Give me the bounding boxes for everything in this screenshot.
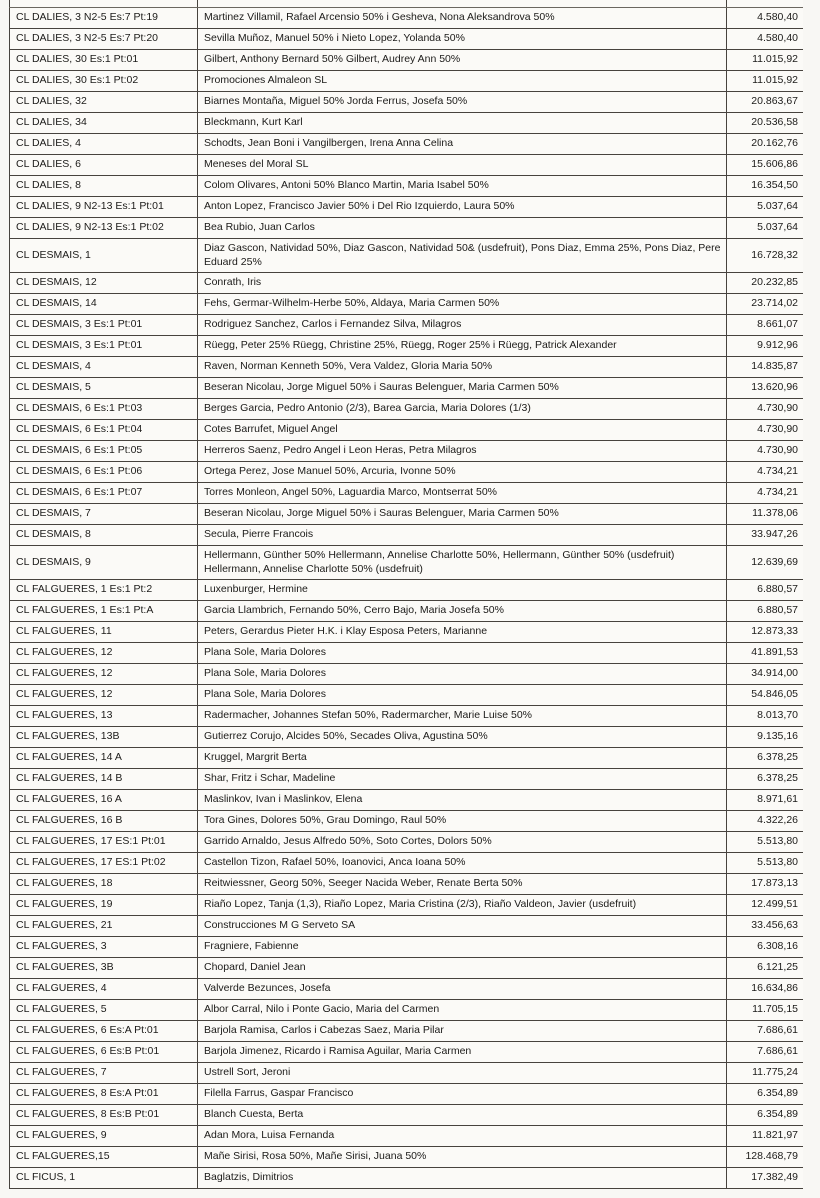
address-cell: CL DESMAIS, 5: [10, 378, 198, 399]
table-row: [10, 664, 804, 685]
owners-cell: Garrido Arnaldo, Jesus Alfredo 50%, Soto Cortes, Dolors 50%: [198, 832, 727, 853]
amount-cell: 6.354,89: [727, 1105, 804, 1126]
owners-cell: Plana Sole, Maria Dolores: [198, 664, 727, 685]
amount-cell: 34.914,00: [727, 664, 804, 685]
table-row: [10, 239, 804, 273]
owners-cell: Gilbert, Anthony Bernard 50% Gilbert, Audrey Ann 50%: [198, 50, 727, 71]
amount-cell: 9.135,16: [727, 727, 804, 748]
owners-cell: Luxenburger, Hermine: [198, 580, 727, 601]
amount-cell: 7.686,61: [727, 1021, 804, 1042]
owners-cell: Ustrell Sort, Jeroni: [198, 1063, 727, 1084]
amount-cell: 12.639,69: [727, 546, 804, 580]
address-cell: CL FALGUERES, 9: [10, 1126, 198, 1147]
table-row: [10, 601, 804, 622]
table-clip-region: [9, 0, 803, 1189]
table-row: [10, 218, 804, 239]
owners-cell: Barjola Ramisa, Carlos i Cabezas Saez, Maria Pilar: [198, 1021, 727, 1042]
owners-cell: Colom Olivares, Antoni 50% Blanco Martin, Maria Isabel 50%: [198, 176, 727, 197]
address-cell: CL DESMAIS, 7: [10, 504, 198, 525]
amount-cell: 33.947,26: [727, 525, 804, 546]
amount-cell: 5.037,64: [727, 218, 804, 239]
table-row: [10, 622, 804, 643]
address-cell: CL DESMAIS, 6 Es:1 Pt:06: [10, 462, 198, 483]
address-cell: CL FALGUERES, 8 Es:A Pt:01: [10, 1084, 198, 1105]
address-cell: CL DALIES, 3 N2-5 Es:7 Pt:19: [10, 8, 198, 29]
address-cell: CL FALGUERES,15: [10, 1147, 198, 1168]
owners-cell: Raven, Norman Kenneth 50%, Vera Valdez, Gloria Maria 50%: [198, 357, 727, 378]
address-cell: CL FALGUERES, 17 ES:1 Pt:01: [10, 832, 198, 853]
amount-cell: 6.308,16: [727, 937, 804, 958]
address-cell: CL DALIES, 6: [10, 155, 198, 176]
table-row: [10, 895, 804, 916]
table-row: [10, 979, 804, 1000]
cutoff-row: [10, 0, 804, 8]
owners-cell: Plana Sole, Maria Dolores: [198, 685, 727, 706]
table-row: [10, 1021, 804, 1042]
address-cell: CL DALIES, 30 Es:1 Pt:02: [10, 71, 198, 92]
owners-cell: Diaz Gascon, Natividad 50%, Diaz Gascon, Natividad 50& (usdefruit), Pons Diaz, Emma 25%, Pons Diaz, Pere Eduard 25%: [198, 239, 727, 273]
table-row: [10, 357, 804, 378]
table-row: [10, 937, 804, 958]
table-row: [10, 8, 804, 29]
address-cell: CL DALIES, 9 N2-13 Es:1 Pt:01: [10, 197, 198, 218]
address-cell: CL DESMAIS, 14: [10, 294, 198, 315]
owners-cell: Mañe Sirisi, Rosa 50%, Mañe Sirisi, Juana 50%: [198, 1147, 727, 1168]
table-row: [10, 197, 804, 218]
owners-cell: Baglatzis, Dimitrios: [198, 1168, 727, 1189]
table-row: [10, 1000, 804, 1021]
owners-cell: Radermacher, Johannes Stefan 50%, Radermarcher, Marie Luise 50%: [198, 706, 727, 727]
amount-cell: 41.891,53: [727, 643, 804, 664]
owners-cell: Torres Monleon, Angel 50%, Laguardia Marco, Montserrat 50%: [198, 483, 727, 504]
amount-cell: 128.468,79: [727, 1147, 804, 1168]
table-row: [10, 958, 804, 979]
table-row: [10, 580, 804, 601]
table-row: [10, 336, 804, 357]
amount-cell: 5.513,80: [727, 832, 804, 853]
table-row: [10, 874, 804, 895]
address-cell: CL DESMAIS, 8: [10, 525, 198, 546]
address-cell: CL DESMAIS, 9: [10, 546, 198, 580]
owners-cell: Maslinkov, Ivan i Maslinkov, Elena: [198, 790, 727, 811]
property-assessment-table: [9, 0, 803, 1189]
amount-cell: 4.734,21: [727, 483, 804, 504]
table-row: [10, 832, 804, 853]
address-cell: CL DALIES, 32: [10, 92, 198, 113]
amount-cell: [727, 0, 804, 8]
address-cell: CL FICUS, 1: [10, 1168, 198, 1189]
owners-cell: Chopard, Daniel Jean: [198, 958, 727, 979]
amount-cell: 4.322,26: [727, 811, 804, 832]
amount-cell: 5.513,80: [727, 853, 804, 874]
amount-cell: 20.232,85: [727, 273, 804, 294]
address-cell: CL DESMAIS, 3 Es:1 Pt:01: [10, 336, 198, 357]
amount-cell: 13.620,96: [727, 378, 804, 399]
table-row: [10, 811, 804, 832]
table-row: [10, 155, 804, 176]
address-cell: CL DALIES, 9 N2-13 Es:1 Pt:02: [10, 218, 198, 239]
table-row: [10, 1042, 804, 1063]
owners-cell: Plana Sole, Maria Dolores: [198, 643, 727, 664]
owners-cell: Anton Lopez, Francisco Javier 50% i Del Rio Izquierdo, Laura 50%: [198, 197, 727, 218]
amount-cell: 6.378,25: [727, 748, 804, 769]
amount-cell: 33.456,63: [727, 916, 804, 937]
table-row: [10, 113, 804, 134]
table-row: [10, 546, 804, 580]
table-row: [10, 92, 804, 113]
owners-cell: Meneses del Moral SL: [198, 155, 727, 176]
table-row: [10, 441, 804, 462]
owners-cell: Riaño Lopez, Tanja (1,3), Riaño Lopez, Maria Cristina (2/3), Riaño Valdeon, Javier (usdefruit): [198, 895, 727, 916]
address-cell: CL DALIES, 4: [10, 134, 198, 155]
table-row: [10, 273, 804, 294]
amount-cell: 6.354,89: [727, 1084, 804, 1105]
amount-cell: 6.880,57: [727, 580, 804, 601]
address-cell: CL FALGUERES, 12: [10, 664, 198, 685]
table-row: [10, 50, 804, 71]
owners-cell: Bea Rubio, Juan Carlos: [198, 218, 727, 239]
table-row: [10, 1084, 804, 1105]
table-body: [10, 0, 804, 1189]
amount-cell: 4.734,21: [727, 462, 804, 483]
address-cell: CL FALGUERES, 19: [10, 895, 198, 916]
table-row: [10, 176, 804, 197]
amount-cell: 12.873,33: [727, 622, 804, 643]
address-cell: CL FALGUERES, 16 A: [10, 790, 198, 811]
table-row: [10, 294, 804, 315]
owners-cell: Construcciones M G Serveto SA: [198, 916, 727, 937]
address-cell: CL DESMAIS, 6 Es:1 Pt:03: [10, 399, 198, 420]
owners-cell: Reitwiessner, Georg 50%, Seeger Nacida Weber, Renate Berta 50%: [198, 874, 727, 895]
address-cell: CL DALIES, 3 N2-5 Es:7 Pt:20: [10, 29, 198, 50]
amount-cell: 11.821,97: [727, 1126, 804, 1147]
table-row: [10, 853, 804, 874]
owners-cell: Berges Garcia, Pedro Antonio (2/3), Barea Garcia, Maria Dolores (1/3): [198, 399, 727, 420]
owners-cell: Rodriguez Sanchez, Carlos i Fernandez Silva, Milagros: [198, 315, 727, 336]
amount-cell: 4.730,90: [727, 420, 804, 441]
amount-cell: 20.863,67: [727, 92, 804, 113]
address-cell: CL FALGUERES, 12: [10, 643, 198, 664]
address-cell: CL FALGUERES, 13: [10, 706, 198, 727]
amount-cell: 8.013,70: [727, 706, 804, 727]
table-row: [10, 71, 804, 92]
table-row: [10, 727, 804, 748]
address-cell: CL FALGUERES, 6 Es:B Pt:01: [10, 1042, 198, 1063]
address-cell: CL FALGUERES, 21: [10, 916, 198, 937]
amount-cell: 8.971,61: [727, 790, 804, 811]
address-cell: CL FALGUERES, 8 Es:B Pt:01: [10, 1105, 198, 1126]
address-cell: CL FALGUERES, 1 Es:1 Pt:2: [10, 580, 198, 601]
table-row: [10, 504, 804, 525]
address-cell: CL FALGUERES, 14 B: [10, 769, 198, 790]
owners-cell: [198, 0, 727, 8]
address-cell: CL DESMAIS, 1: [10, 239, 198, 273]
owners-cell: Hellermann, Günther 50% Hellermann, Annelise Charlotte 50%, Hellermann, Günther 50% (usdefruit) Hellermann, Annelise Charlotte 50% (usdefruit): [198, 546, 727, 580]
amount-cell: 11.378,06: [727, 504, 804, 525]
amount-cell: 16.728,32: [727, 239, 804, 273]
owners-cell: Fehs, Germar-Wilhelm-Herbe 50%, Aldaya, Maria Carmen 50%: [198, 294, 727, 315]
table-row: [10, 315, 804, 336]
amount-cell: 5.037,64: [727, 197, 804, 218]
owners-cell: Schodts, Jean Boni i Vangilbergen, Irena Anna Celina: [198, 134, 727, 155]
owners-cell: Beseran Nicolau, Jorge Miguel 50% i Sauras Belenguer, Maria Carmen 50%: [198, 378, 727, 399]
table-row: [10, 916, 804, 937]
owners-cell: Albor Carral, Nilo i Ponte Gacio, Maria del Carmen: [198, 1000, 727, 1021]
amount-cell: 11.015,92: [727, 50, 804, 71]
amount-cell: 4.730,90: [727, 399, 804, 420]
table-row: [10, 1105, 804, 1126]
amount-cell: 15.606,86: [727, 155, 804, 176]
amount-cell: 8.661,07: [727, 315, 804, 336]
address-cell: CL FALGUERES, 12: [10, 685, 198, 706]
owners-cell: Peters, Gerardus Pieter H.K. i Klay Esposa Peters, Marianne: [198, 622, 727, 643]
amount-cell: 20.536,58: [727, 113, 804, 134]
address-cell: CL FALGUERES, 13B: [10, 727, 198, 748]
amount-cell: 6.378,25: [727, 769, 804, 790]
amount-cell: 54.846,05: [727, 685, 804, 706]
table-row: [10, 29, 804, 50]
address-cell: CL DALIES, 34: [10, 113, 198, 134]
address-cell: CL FALGUERES, 7: [10, 1063, 198, 1084]
address-cell: CL DESMAIS, 6 Es:1 Pt:04: [10, 420, 198, 441]
owners-cell: Gutierrez Corujo, Alcides 50%, Secades Oliva, Agustina 50%: [198, 727, 727, 748]
amount-cell: 14.835,87: [727, 357, 804, 378]
table-row: [10, 769, 804, 790]
address-cell: CL FALGUERES, 16 B: [10, 811, 198, 832]
owners-cell: Bleckmann, Kurt Karl: [198, 113, 727, 134]
owners-cell: Filella Farrus, Gaspar Francisco: [198, 1084, 727, 1105]
amount-cell: 11.705,15: [727, 1000, 804, 1021]
table-row: [10, 1063, 804, 1084]
address-cell: CL FALGUERES, 17 ES:1 Pt:02: [10, 853, 198, 874]
owners-cell: Secula, Pierre Francois: [198, 525, 727, 546]
address-cell: CL DESMAIS, 6 Es:1 Pt:05: [10, 441, 198, 462]
owners-cell: Rüegg, Peter 25% Rüegg, Christine 25%, Rüegg, Roger 25% i Rüegg, Patrick Alexander: [198, 336, 727, 357]
owners-cell: Garcia Llambrich, Fernando 50%, Cerro Bajo, Maria Josefa 50%: [198, 601, 727, 622]
table-row: [10, 420, 804, 441]
amount-cell: 4.580,40: [727, 29, 804, 50]
amount-cell: 6.880,57: [727, 601, 804, 622]
owners-cell: Biarnes Montaña, Miguel 50% Jorda Ferrus, Josefa 50%: [198, 92, 727, 113]
address-cell: CL FALGUERES, 5: [10, 1000, 198, 1021]
owners-cell: Blanch Cuesta, Berta: [198, 1105, 727, 1126]
amount-cell: 20.162,76: [727, 134, 804, 155]
owners-cell: Kruggel, Margrit Berta: [198, 748, 727, 769]
address-cell: CL DESMAIS, 12: [10, 273, 198, 294]
owners-cell: Martinez Villamil, Rafael Arcensio 50% i Gesheva, Nona Aleksandrova 50%: [198, 8, 727, 29]
address-cell: CL DESMAIS, 3 Es:1 Pt:01: [10, 315, 198, 336]
table-row: [10, 525, 804, 546]
table-row: [10, 748, 804, 769]
owners-cell: Beseran Nicolau, Jorge Miguel 50% i Sauras Belenguer, Maria Carmen 50%: [198, 504, 727, 525]
address-cell: [10, 0, 198, 8]
table-row: [10, 378, 804, 399]
owners-cell: Conrath, Iris: [198, 273, 727, 294]
amount-cell: 17.873,13: [727, 874, 804, 895]
owners-cell: Sevilla Muñoz, Manuel 50% i Nieto Lopez, Yolanda 50%: [198, 29, 727, 50]
table-row: [10, 483, 804, 504]
amount-cell: 6.121,25: [727, 958, 804, 979]
amount-cell: 4.580,40: [727, 8, 804, 29]
address-cell: CL FALGUERES, 18: [10, 874, 198, 895]
owners-cell: Valverde Bezunces, Josefa: [198, 979, 727, 1000]
address-cell: CL DALIES, 8: [10, 176, 198, 197]
owners-cell: Shar, Fritz i Schar, Madeline: [198, 769, 727, 790]
table-row: [10, 1126, 804, 1147]
address-cell: CL FALGUERES, 1 Es:1 Pt:A: [10, 601, 198, 622]
address-cell: CL FALGUERES, 11: [10, 622, 198, 643]
address-cell: CL FALGUERES, 14 A: [10, 748, 198, 769]
table-row: [10, 790, 804, 811]
address-cell: CL DALIES, 30 Es:1 Pt:01: [10, 50, 198, 71]
owners-cell: Fragniere, Fabienne: [198, 937, 727, 958]
amount-cell: 16.354,50: [727, 176, 804, 197]
owners-cell: Castellon Tizon, Rafael 50%, Ioanovici, Anca Ioana 50%: [198, 853, 727, 874]
amount-cell: 23.714,02: [727, 294, 804, 315]
amount-cell: 7.686,61: [727, 1042, 804, 1063]
table-row: [10, 706, 804, 727]
amount-cell: 4.730,90: [727, 441, 804, 462]
owners-cell: Adan Mora, Luisa Fernanda: [198, 1126, 727, 1147]
owners-cell: Cotes Barrufet, Miguel Angel: [198, 420, 727, 441]
table-row: [10, 685, 804, 706]
address-cell: CL FALGUERES, 3B: [10, 958, 198, 979]
owners-cell: Herreros Saenz, Pedro Angel i Leon Heras, Petra Milagros: [198, 441, 727, 462]
address-cell: CL FALGUERES, 6 Es:A Pt:01: [10, 1021, 198, 1042]
address-cell: CL FALGUERES, 4: [10, 979, 198, 1000]
table-row: [10, 462, 804, 483]
owners-cell: Tora Gines, Dolores 50%, Grau Domingo, Raul 50%: [198, 811, 727, 832]
amount-cell: 12.499,51: [727, 895, 804, 916]
table-row: [10, 399, 804, 420]
owners-cell: Barjola Jimenez, Ricardo i Ramisa Aguilar, Maria Carmen: [198, 1042, 727, 1063]
address-cell: CL FALGUERES, 3: [10, 937, 198, 958]
amount-cell: 17.382,49: [727, 1168, 804, 1189]
amount-cell: 16.634,86: [727, 979, 804, 1000]
table-row: [10, 643, 804, 664]
amount-cell: 11.775,24: [727, 1063, 804, 1084]
owners-cell: Ortega Perez, Jose Manuel 50%, Arcuria, Ivonne 50%: [198, 462, 727, 483]
address-cell: CL DESMAIS, 6 Es:1 Pt:07: [10, 483, 198, 504]
table-row: [10, 134, 804, 155]
amount-cell: 9.912,96: [727, 336, 804, 357]
address-cell: CL DESMAIS, 4: [10, 357, 198, 378]
table-row: [10, 1147, 804, 1168]
amount-cell: 11.015,92: [727, 71, 804, 92]
table-row: [10, 1168, 804, 1189]
owners-cell: Promociones Almaleon SL: [198, 71, 727, 92]
